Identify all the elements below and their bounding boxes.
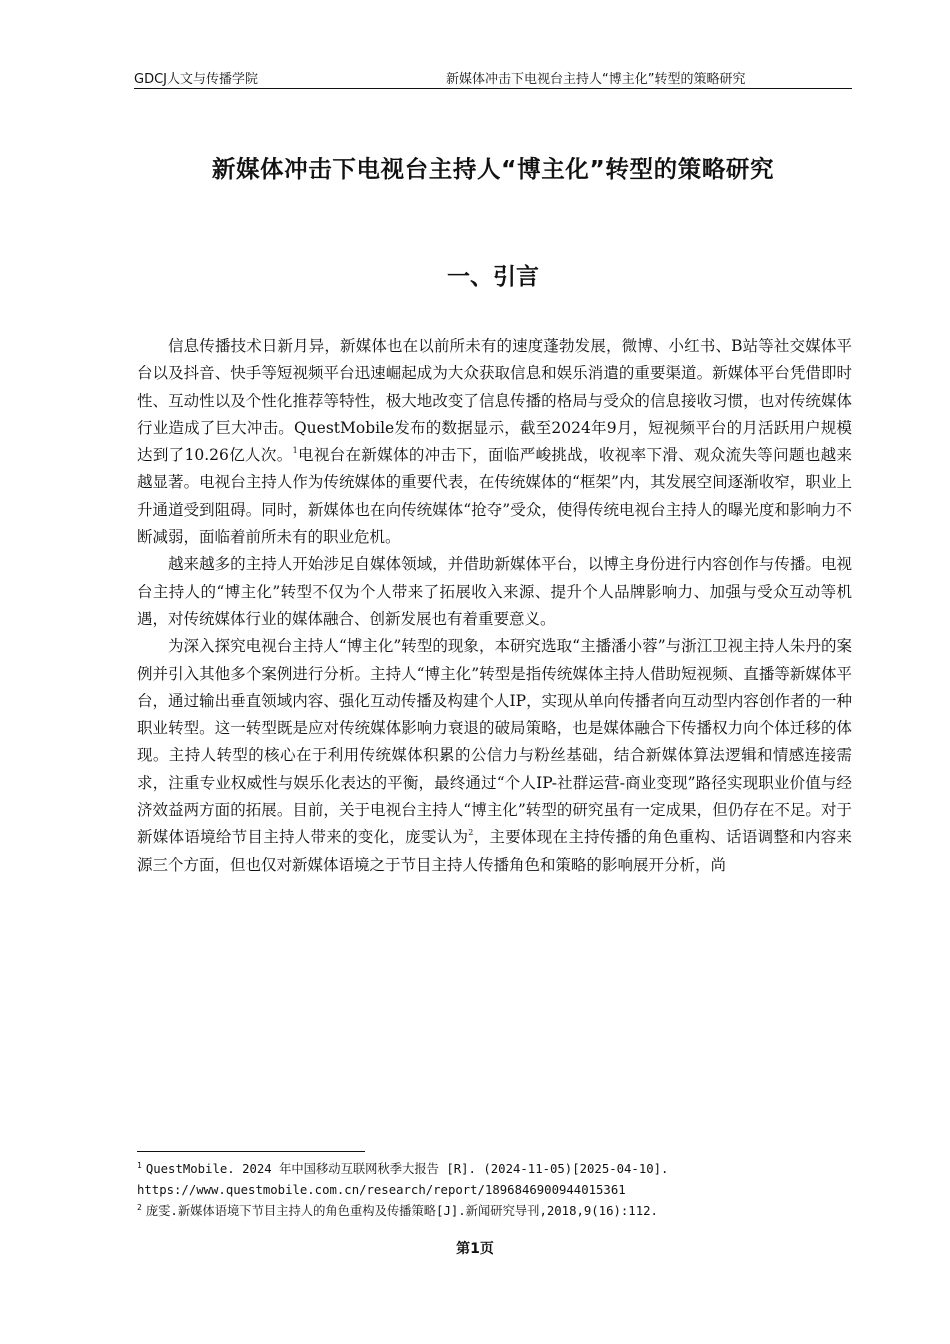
footnote-ref-1[interactable]: 1 — [292, 446, 298, 456]
paragraph-2: 越来越多的主持人开始涉足自媒体领域，并借助新媒体平台，以博主身份进行内容创作与传播。电视台主持人的“博主化”转型不仅为个人带来了拓展收入来源、提升个人品牌影响力、加强与受众互动等机遇，对传统媒体行业的媒体融合、创新发展也有着重要意义。 — [137, 555, 852, 628]
paragraph-3-text-a: 为深入探究电视台主持人“博主化”转型的现象，本研究选取“主播潘小蓉”与浙江卫视主持人朱丹的案例并引入其他多个案例进行分析。主持人“博主化”转型是指传统媒体主持人借助短视频、直播等新媒体平台，通过输出垂直领域内容、强化互动传播及构建个人IP，实现从单向传播者向互动型内容创作者的一种职业转型。这一转型既是应对传统媒体影响力衰退的破局策略，也是媒体融合下传播权力向个体迁移的体现。主持人转型的核心在于利用传统媒体积累的公信力与粉丝基础，结合新媒体算法逻辑和情感连接需求，注重专业权威性与娱乐化表达的平衡，最终通过“个人IP-社群运营-商业变现”路径实现职业价值与经济效益两方面的拓展。目前，关于电视台主持人“博主化”转型的研究虽有一定成果，但仍存在不足。对于新媒体语境给节目主持人带来的变化，庞雯认为 — [137, 637, 852, 847]
footnotes — [137, 1159, 852, 1222]
paragraph-1-text-b: 电视台在新媒体的冲击下，面临严峻挑战，收视率下滑、观众流失等问题也越来越显著。电视台主持人作为传统媒体的重要代表，在传统媒体的“框架”内，其发展空间逐渐收窄，职业上升通道受到阻碍。同时，新媒体也在向传统媒体“抢夺”受众，使得传统电视台主持人的曝光度和影响力不断减弱，面临着前所未有的职业危机。 — [137, 446, 852, 547]
document-title: 新媒体冲击下电视台主持人“博主化”转型的策略研究 — [211, 155, 775, 183]
footnote-2-text: 庞雯.新媒体语境下节目主持人的角色重构及传播策略[J].新闻研究导刊,2018,9(16):112. — [145, 1204, 658, 1218]
running-header — [134, 66, 852, 89]
header-document-title: 新媒体冲击下电视台主持人“博主化”转型的策略研究 — [446, 72, 746, 87]
page-number: 第1页 — [456, 1241, 494, 1257]
footnote-2 — [137, 1201, 852, 1222]
section-heading: 一、引言 — [447, 264, 539, 290]
header-institution: GDCJ人文与传播学院 — [134, 72, 258, 87]
paragraph-3-text-b: ，主要体现在主持传播的角色重构、话语调整和内容来源三个方面，但也仅对新媒体语境之于节目主持人传播角色和策略的影响展开分析，尚 — [137, 828, 852, 874]
footnote-1 — [137, 1159, 852, 1201]
footnote-separator — [137, 1151, 365, 1152]
footnote-1-text: QuestMobile. 2024 年中国移动互联网秋季大报告 [R]. (2024-11-05)[2025-04-10]. — [145, 1162, 669, 1176]
footnote-1-number: 1 — [137, 1161, 142, 1170]
body-text — [137, 333, 852, 879]
footnote-2-number: 2 — [137, 1203, 142, 1212]
footnote-ref-2[interactable]: 2 — [468, 828, 474, 838]
paragraph-1 — [137, 333, 852, 551]
paragraph-1-text-a: 信息传播技术日新月异，新媒体也在以前所未有的速度蓬勃发展，微博、小红书、B站等社交媒体平台以及抖音、快手等短视频平台迅速崛起成为大众获取信息和娱乐消遣的重要渠道。新媒体平台凭借即时性、互动性以及个性化推荐等特性，极大地改变了信息传播的格局与受众的信息接收习惯，也对传统媒体行业造成了巨大冲击。QuestMobile发布的数据显示，截至2024年9月，短视频平台的月活跃用户规模达到了10.26亿人次。 — [137, 337, 852, 465]
paragraph-3 — [137, 633, 852, 879]
footnote-1-url[interactable]: https://www.questmobile.com.cn/research/report/1896846900944015361 — [137, 1183, 626, 1197]
